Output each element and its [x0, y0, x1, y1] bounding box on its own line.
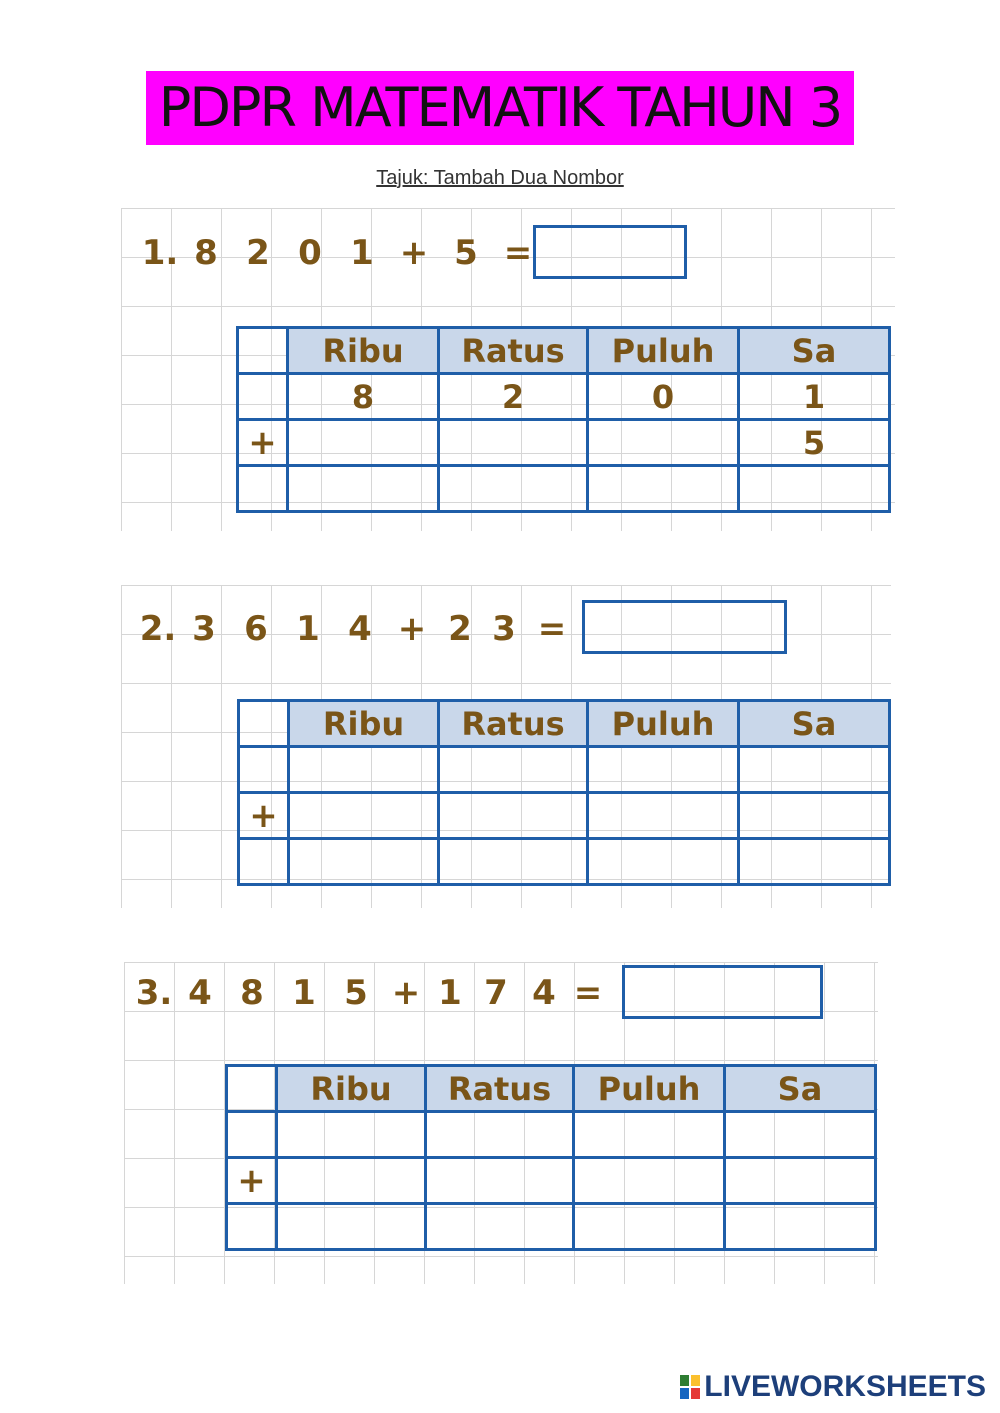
liveworksheets-logo[interactable]: [680, 1370, 986, 1404]
digit-cell[interactable]: [426, 1158, 574, 1204]
equation-token: 1: [292, 973, 316, 1013]
digit-cell: [439, 420, 588, 466]
equation-token: 2: [448, 609, 472, 649]
answer-cell[interactable]: [739, 839, 890, 885]
header-sa: Sa: [725, 1066, 876, 1112]
header-ratus: Ratus: [439, 701, 588, 747]
equation-token: 5: [454, 233, 478, 273]
equation-token: 4: [532, 973, 556, 1013]
equation-token: 2: [246, 233, 270, 273]
digit-cell: [288, 420, 439, 466]
corner-cell: [227, 1066, 277, 1112]
equation-token: 8: [240, 973, 264, 1013]
digit-cell[interactable]: [725, 1112, 876, 1158]
header-ratus: Ratus: [426, 1066, 574, 1112]
place-value-table: [237, 699, 891, 886]
digit-cell: 1: [739, 374, 890, 420]
digit-cell[interactable]: [588, 747, 739, 793]
answer-cell[interactable]: [574, 1204, 725, 1250]
corner-cell: [238, 328, 288, 374]
digit-cell: 0: [588, 374, 739, 420]
plus-sign: +: [238, 420, 288, 466]
equation-token: 1: [350, 233, 374, 273]
equation-token: +: [399, 233, 429, 273]
digit-cell[interactable]: [289, 747, 439, 793]
equation-token: 4: [348, 609, 372, 649]
equation-token: 8: [194, 233, 218, 273]
place-value-table: [236, 326, 891, 513]
answer-box[interactable]: [533, 225, 687, 279]
corner-cell: [239, 701, 289, 747]
mark-square: [691, 1388, 700, 1399]
answer-cell[interactable]: [588, 839, 739, 885]
equation-2: [138, 602, 578, 656]
answer-cell[interactable]: [725, 1204, 876, 1250]
header-sa: Sa: [739, 701, 890, 747]
digit-cell[interactable]: [277, 1112, 426, 1158]
equation-token: 7: [484, 973, 508, 1013]
header-puluh: Puluh: [574, 1066, 725, 1112]
equation-token: =: [503, 233, 533, 273]
equation-token: 3: [492, 609, 516, 649]
question-number: 3.: [135, 973, 173, 1013]
answer-box[interactable]: [622, 965, 823, 1019]
mark-square: [680, 1375, 689, 1386]
answer-cell[interactable]: [739, 466, 890, 512]
answer-cell[interactable]: [439, 466, 588, 512]
equation-1: [140, 226, 544, 280]
equation-token: 0: [298, 233, 322, 273]
answer-cell[interactable]: [439, 839, 588, 885]
digit-cell[interactable]: [439, 747, 588, 793]
page-title: PDPR MATEMATIK TAHUN 3: [146, 71, 854, 145]
answer-cell[interactable]: [588, 466, 739, 512]
equation-token: 3: [192, 609, 216, 649]
header-sa: Sa: [739, 328, 890, 374]
liveworksheets-mark-icon: [680, 1375, 700, 1399]
digit-cell[interactable]: [588, 793, 739, 839]
equation-token: 4: [188, 973, 212, 1013]
digit-cell: 8: [288, 374, 439, 420]
plus-sign: +: [239, 793, 289, 839]
digit-cell: 2: [439, 374, 588, 420]
answer-cell[interactable]: [426, 1204, 574, 1250]
digit-cell[interactable]: [739, 747, 890, 793]
digit-cell[interactable]: [426, 1112, 574, 1158]
digit-cell[interactable]: [739, 793, 890, 839]
equation-token: +: [391, 973, 421, 1013]
sign-cell: [238, 374, 288, 420]
equation-token: +: [397, 609, 427, 649]
equation-token: =: [537, 609, 567, 649]
topic-subtitle: Tajuk: Tambah Dua Nombor: [376, 167, 624, 189]
digit-cell[interactable]: [574, 1112, 725, 1158]
answer-cell[interactable]: [289, 839, 439, 885]
equation-token: =: [573, 973, 603, 1013]
sign-cell: [239, 747, 289, 793]
digit-cell[interactable]: [439, 793, 588, 839]
sign-cell: [239, 839, 289, 885]
header-ribu: Ribu: [277, 1066, 426, 1112]
answer-cell[interactable]: [277, 1204, 426, 1250]
answer-cell[interactable]: [288, 466, 439, 512]
logo-text: LIVEWORKSHEETS: [704, 1370, 986, 1403]
sign-cell: [227, 1204, 277, 1250]
header-puluh: Puluh: [588, 701, 739, 747]
plus-sign: +: [227, 1158, 277, 1204]
digit-cell[interactable]: [277, 1158, 426, 1204]
digit-cell[interactable]: [725, 1158, 876, 1204]
mark-square: [691, 1375, 700, 1386]
question-number: 2.: [139, 609, 177, 649]
header-ribu: Ribu: [288, 328, 439, 374]
equation-token: 5: [344, 973, 368, 1013]
equation-token: 1: [296, 609, 320, 649]
place-value-table: [225, 1064, 877, 1251]
equation-token: 6: [244, 609, 268, 649]
equation-3: [134, 966, 610, 1020]
sign-cell: [227, 1112, 277, 1158]
digit-cell[interactable]: [574, 1158, 725, 1204]
equation-token: 1: [438, 973, 462, 1013]
question-number: 1.: [141, 233, 179, 273]
answer-box[interactable]: [582, 600, 787, 654]
digit-cell: 5: [739, 420, 890, 466]
digit-cell[interactable]: [289, 793, 439, 839]
header-ratus: Ratus: [439, 328, 588, 374]
header-ribu: Ribu: [289, 701, 439, 747]
mark-square: [680, 1388, 689, 1399]
sign-cell: [238, 466, 288, 512]
header-puluh: Puluh: [588, 328, 739, 374]
digit-cell: [588, 420, 739, 466]
